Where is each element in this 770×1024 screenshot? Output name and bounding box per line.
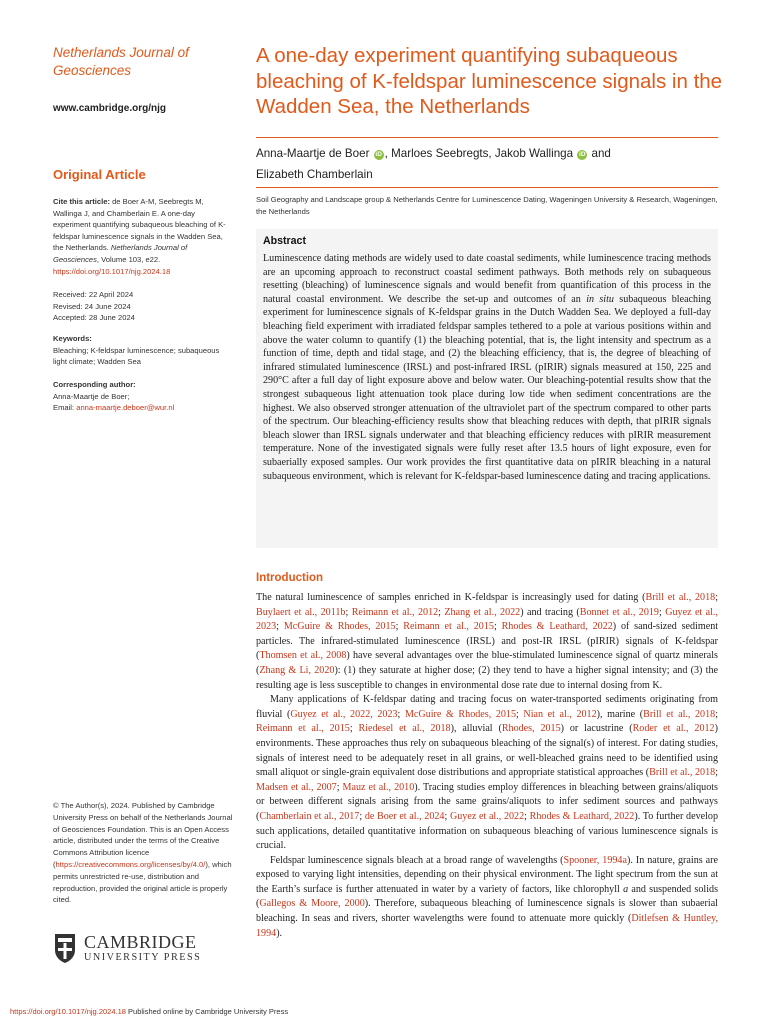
cite-journal: Netherlands Journal of Geosciences [53, 243, 188, 264]
title-divider [256, 137, 718, 138]
author-name[interactable]: Anna-Maartje de Boer [256, 147, 370, 160]
orcid-icon[interactable]: iD [375, 151, 382, 158]
corr-label: Corresponding author: [53, 380, 136, 389]
citation-link[interactable]: de Boer et al., 2024 [364, 810, 445, 822]
citation-link[interactable]: Rhodes & Leathard, 2022 [501, 621, 613, 633]
abstract-box [256, 229, 718, 548]
citation-link[interactable]: Rhodes, 2015 [501, 723, 561, 735]
logo-line2: UNIVERSITY PRESS [84, 951, 202, 963]
citation-link[interactable]: Brill et al., 2018 [649, 767, 716, 779]
keywords-text: Bleaching; K-feldspar luminescence; subaqueous light climate; Wadden Sea [53, 345, 220, 367]
corr-name: Anna-Maartje de Boer; [53, 391, 130, 401]
journal-url[interactable]: www.cambridge.org/njg [53, 103, 166, 114]
citation-link[interactable]: Buylaert et al., 2011b [256, 606, 346, 618]
citation-block [53, 196, 231, 277]
introduction-body [256, 591, 718, 941]
footer-text: Published online by Cambridge University Press [125, 1007, 289, 1016]
citation-link[interactable]: Thomsen et al., 2008 [259, 650, 347, 662]
citation-link[interactable]: Riedesel et al., 2018 [358, 723, 451, 735]
citation-link[interactable]: Roder et al., 2012 [632, 723, 715, 735]
citation-link[interactable]: Brill et al., 2018 [643, 708, 716, 720]
author-name[interactable]: , Marloes Seebregts, Jakob Wallinga [384, 147, 574, 160]
logo-line1: CAMBRIDGE [84, 931, 197, 952]
cite-volume: , Volume 103, e22. [96, 254, 161, 264]
keywords-block [53, 333, 231, 368]
journal-name: Netherlands Journal of Geosciences [53, 45, 189, 78]
citation-link[interactable]: Nian et al., 2012 [523, 708, 597, 720]
author-list [256, 143, 726, 185]
citation-link[interactable]: Ditlefsen & Huntley, 1994 [256, 913, 718, 939]
paragraph: Many applications of K-feldspar dating and tracing focus on water-transported sediments originating from fluvial (Guyez et al., 2022, 2023; McGuire & Rhodes, 2015; Nian et al., 2012), marine (Brill et al., 2018; Reimann et al., 2015; Riedesel et al., 2018), alluvial (Rhodes, 2015) or lacustrine (Roder et al., 2012) environments. These approaches thus rely on subaqueous bleaching of the signal(s) of interest. For dating studies, signals of interest need to be adequately reset in all grains, or well-bleached grains need to be identified using small aliquot or single-grain equivalent dose distributions and appropriate statistical approaches (Brill et al., 2018; Madsen et al., 2007; Mauz et al., 2010). Tracing studies employ differences in bleaching between grains/aliquots or between different signals arising from the same grains/aliquots to infer sediment sources and pathways (Chamberlain et al., 2017; de Boer et al., 2024; Guyez et al., 2022; Rhodes & Leathard, 2022). To further develop such applications, detailed quantitative information on subaqueous bleaching of various luminescence signals is crucial. [256, 694, 719, 852]
article-dates [53, 289, 231, 324]
copyright-notice [53, 800, 238, 906]
accepted-date: Accepted: 28 June 2024 [53, 313, 135, 323]
cite-label: Cite this article: [53, 197, 110, 206]
citation-link[interactable]: Reimann et al., 2015 [403, 621, 494, 633]
introduction-heading: Introduction [256, 572, 324, 584]
page-footer [10, 1007, 288, 1016]
citation-link[interactable]: Gallegos & Moore, 2000 [259, 898, 365, 910]
keywords-label: Keywords: [53, 334, 92, 343]
citation-link[interactable]: Reimann et al., 2015 [256, 723, 350, 735]
citation-link[interactable]: Bonnet et al., 2019 [579, 606, 659, 618]
citation-link[interactable]: Guyez et al., 2023 [256, 606, 718, 633]
article-type: Original Article [53, 167, 146, 182]
corr-email-label: Email: [53, 403, 77, 413]
citation-link[interactable]: Brill et al., 2018 [645, 592, 716, 603]
abstract-heading: Abstract [263, 235, 306, 247]
author-name[interactable]: Elizabeth Chamberlain [256, 168, 373, 181]
footer-doi-link[interactable]: https://doi.org/10.1017/njg.2024.18 [10, 1007, 126, 1016]
cambridge-crest-icon [53, 932, 77, 964]
authors-divider [256, 187, 718, 188]
cambridge-logo [53, 930, 203, 966]
citation-link[interactable]: Guyez et al., 2022, 2023 [290, 708, 398, 720]
cite-text: de Boer A-M, Seebregts M, Wallinga J, and Chamberlain E. A one-day experiment quantifying subaqueous bleaching of K-feldspar luminescence signals in the Wadden Sea, the Netherlands. [53, 197, 226, 253]
copyright-text: © The Author(s), 2024. Published by Cambridge University Press on behalf of the Netherlands Journal of Geosciences Foundation. This is an Open Access article, distributed under the terms of the Creative Commons Attribution licence ( [53, 801, 233, 869]
received-date: Received: 22 April 2024 [53, 290, 134, 299]
citation-link[interactable]: Chamberlain et al., 2017 [259, 810, 360, 822]
abstract-text: Luminescence dating methods are widely used to date coastal sediments, while luminescence tracing methods are an upcoming approach to reconstruct coastal sediment pathways. Both methods rely on subaqueous resetting (bleaching) of luminescence signals and would benefit from quantification of this process in the natural coastal environment. We describe the set-up and outcomes of an in situ subaqueous bleaching experiment for luminescence signals of K-feldspar grains in the Dutch Wadden Sea. We deployed a full-day bleaching field experiment with irradiated feldspar samples tethered to a pole at various positions within and above the water column to quantify (1) the bleaching potential, that is, the light intensity and spectrum as a function of time, depth and tidal stage, and (2) the bleaching efficiency, that is, the degree of bleaching of infrared stimulated luminescence (IRSL) and post-infrared IRSL (pIRIR) signals measured at 150, 225 and 290°C after a full day of light exposure above and below water. Our bleaching-potential results show that the strongest subaqueous light attenuation took place during low tide when sediment concentrations are the highest. We also observed stronger attenuation of the ultraviolet part of the spectrum compared to other parts of the spectrum. Our bleaching-efficiency results show that bleaching reduces with depth, that pIRIR signals bleach slower than IRSL signals underwater and that bleaching efficiency reduces with pIRIR measurement temperature. None of the investigated signals were fully reset after 13.5 hours of light exposure, even for subaerially exposed samples. Our work provides the first quantitative data on pIRIR bleaching in a natural subaqueous environment, which is relevant for K-feldspar-based luminescence dating and tracing applications. [263, 253, 711, 482]
orcid-icon[interactable]: iD [579, 151, 586, 158]
citation-link[interactable]: McGuire & Rhodes, 2015 [283, 621, 396, 633]
cite-doi-link[interactable]: https://doi.org/10.1017/njg.2024.18 [53, 266, 171, 276]
paragraph: Feldspar luminescence signals bleach at a broad range of wavelengths (Spooner, 1994a). In nature, grains are exposed to varying light intensities, depending on their physical environment. The light spectrum from the sun at the Earth’s surface is further attenuated in water by a variety of factors, like chlorophyll a and suspended solids (Gallegos & Moore, 2000). Therefore, subaqueous bleaching of luminescence signals is slower than subaerial bleaching. In seas and rivers, shorter wavelengths were found to attenuate more quickly (Ditlefsen & Huntley, 1994). [256, 854, 719, 939]
copyright-text-2: ), which permits unrestricted re-use, distribution and reproduction, provided the original article is properly cited. [53, 859, 232, 905]
citation-link[interactable]: McGuire & Rhodes, 2015 [404, 708, 517, 720]
license-link[interactable]: https://creativecommons.org/licenses/by/4.0/ [55, 859, 206, 869]
citation-link[interactable]: Rhodes & Leathard, 2022 [529, 810, 635, 822]
citation-link[interactable]: Madsen et al., 2007 [256, 781, 337, 793]
citation-link[interactable]: Reimann et al., 2012 [351, 606, 439, 618]
citation-link[interactable]: Mauz et al., 2010 [342, 781, 415, 793]
citation-link[interactable]: Spooner, 1994a [563, 854, 627, 866]
article-title: A one-day experiment quantifying subaqueous bleaching of K-feldspar luminescence signals in the Wadden Sea, the Netherlands [256, 44, 723, 118]
citation-link[interactable]: Zhang et al., 2022 [444, 606, 521, 618]
corresponding-author-block [53, 379, 231, 414]
paragraph: The natural luminescence of samples enriched in K-feldspar is increasingly used for dating (Brill et al., 2018; Buylaert et al., 2011b; Reimann et al., 2012; Zhang et al., 2022) and tracing (Bonnet et al., 2019; Guyez et al., 2023; McGuire & Rhodes, 2015; Reimann et al., 2015; Rhodes & Leathard, 2022) of sand-sized sediment particles. The infrared-stimulated luminescence (IRSL) and post-IR IRSL (pIRIR) signals of K-feldspar (Thomsen et al., 2008) have several advantages over the blue-stimulated luminescence signal of quartz minerals (Zhang & Li, 2020): (1) they saturate at higher dose; (2) they tend to have a higher signal intensity; and (3) the resulting age is less susceptible to changes in environmental dose rate due to internal dosing from K. [256, 592, 719, 691]
citation-link[interactable]: Guyez et al., 2022 [449, 810, 525, 822]
corr-email-link[interactable]: anna-maartje.deboer@wur.nl [76, 403, 175, 413]
citation-link[interactable]: Zhang & Li, 2020 [259, 664, 335, 676]
author-conjunction: and [588, 147, 611, 160]
affiliation: Soil Geography and Landscape group & Netherlands Centre for Luminescence Dating, Wageningen University & Research, Wageningen, the Netherlands [256, 195, 718, 217]
revised-date: Revised: 24 June 2024 [53, 301, 131, 311]
